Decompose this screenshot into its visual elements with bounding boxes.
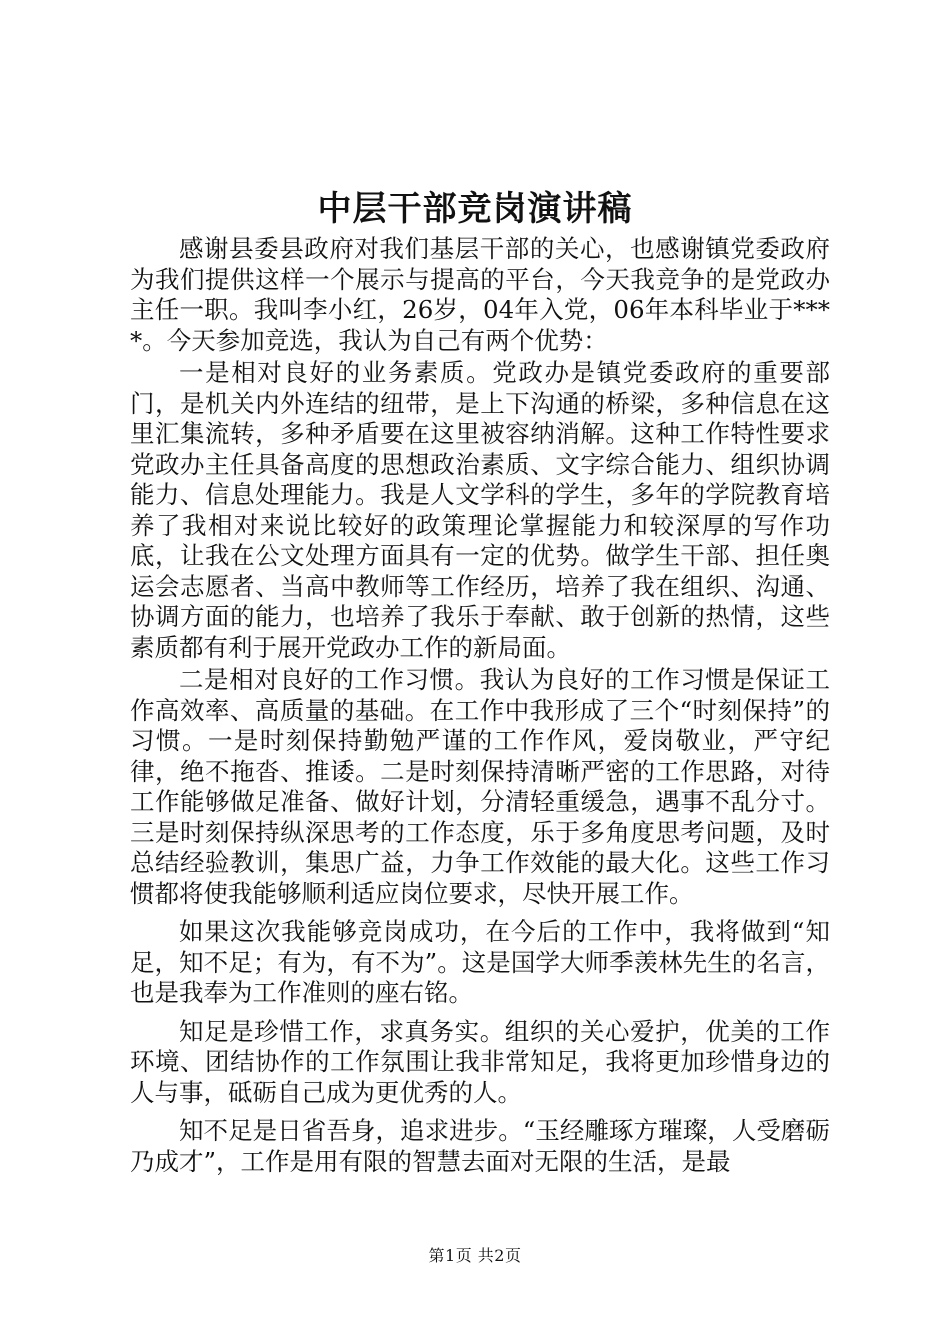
paragraph-commitment: 如果这次我能够竞岗成功，在今后的工作中，我将做到“知足，知不足；有为，有不为”。这是国学大师季羡林先生的名言，也是我奉为工作准则的座右铭。 [130, 917, 830, 1007]
paragraph-intro: 感谢县委县政府对我们基层干部的关心，也感谢镇党委政府为我们提供这样一个展示与提高的平台，今天我竞争的是党政办主任一职。我叫李小红，26岁，04年入党，06年本科毕业于****。今天参加竞选，我认为自己有两个优势： [130, 234, 830, 355]
paragraph-zhibuzu: 知不足是日省吾身，追求进步。“玉经雕琢方璀璨，人受磨砺乃成才”，工作是用有限的智慧去面对无限的生活，是最 [130, 1116, 830, 1176]
paragraph-advantage-two: 二是相对良好的工作习惯。我认为良好的工作习惯是保证工作高效率、高质量的基础。在工作中我形成了三个“时刻保持”的习惯。一是时刻保持勤勉严谨的工作作风，爱岗敬业，严守纪律，绝不拖沓、推诿。二是时刻保持清晰严密的工作思路，对待工作能够做足准备、做好计划，分清轻重缓急，遇事不乱分寸。三是时刻保持纵深思考的工作态度，乐于多角度思考问题，及时总结经验教训，集思广益，力争工作效能的最大化。这些工作习惯都将使我能够顺利适应岗位要求，尽快开展工作。 [130, 665, 830, 908]
document-body [130, 234, 830, 1177]
document-title: 中层干部竞岗演讲稿 [317, 189, 633, 229]
page-indicator: 第1页 共2页 [428, 1246, 522, 1265]
paragraph-advantage-one: 一是相对良好的业务素质。党政办是镇党委政府的重要部门，是机关内外连结的纽带，是上下沟通的桥梁，多种信息在这里汇集流转，多种矛盾要在这里被容纳消解。这种工作特性要求党政办主任具备高度的思想政治素质、文字综合能力、组织协调能力、信息处理能力。我是人文学科的学生，多年的学院教育培养了我相对来说比较好的政策理论掌握能力和较深厚的写作功底，让我在公文处理方面具有一定的优势。做学生干部、担任奥运会志愿者、当高中教师等工作经历，培养了我在组织、沟通、协调方面的能力，也培养了我乐于奉献、敢于创新的热情，这些素质都有利于展开党政办工作的新局面。 [130, 358, 830, 662]
paragraph-zhizu: 知足是珍惜工作，求真务实。组织的关心爱护，优美的工作环境、团结协作的工作氛围让我非常知足，我将更加珍惜身边的人与事，砥砺自己成为更优秀的人。 [130, 1016, 830, 1107]
